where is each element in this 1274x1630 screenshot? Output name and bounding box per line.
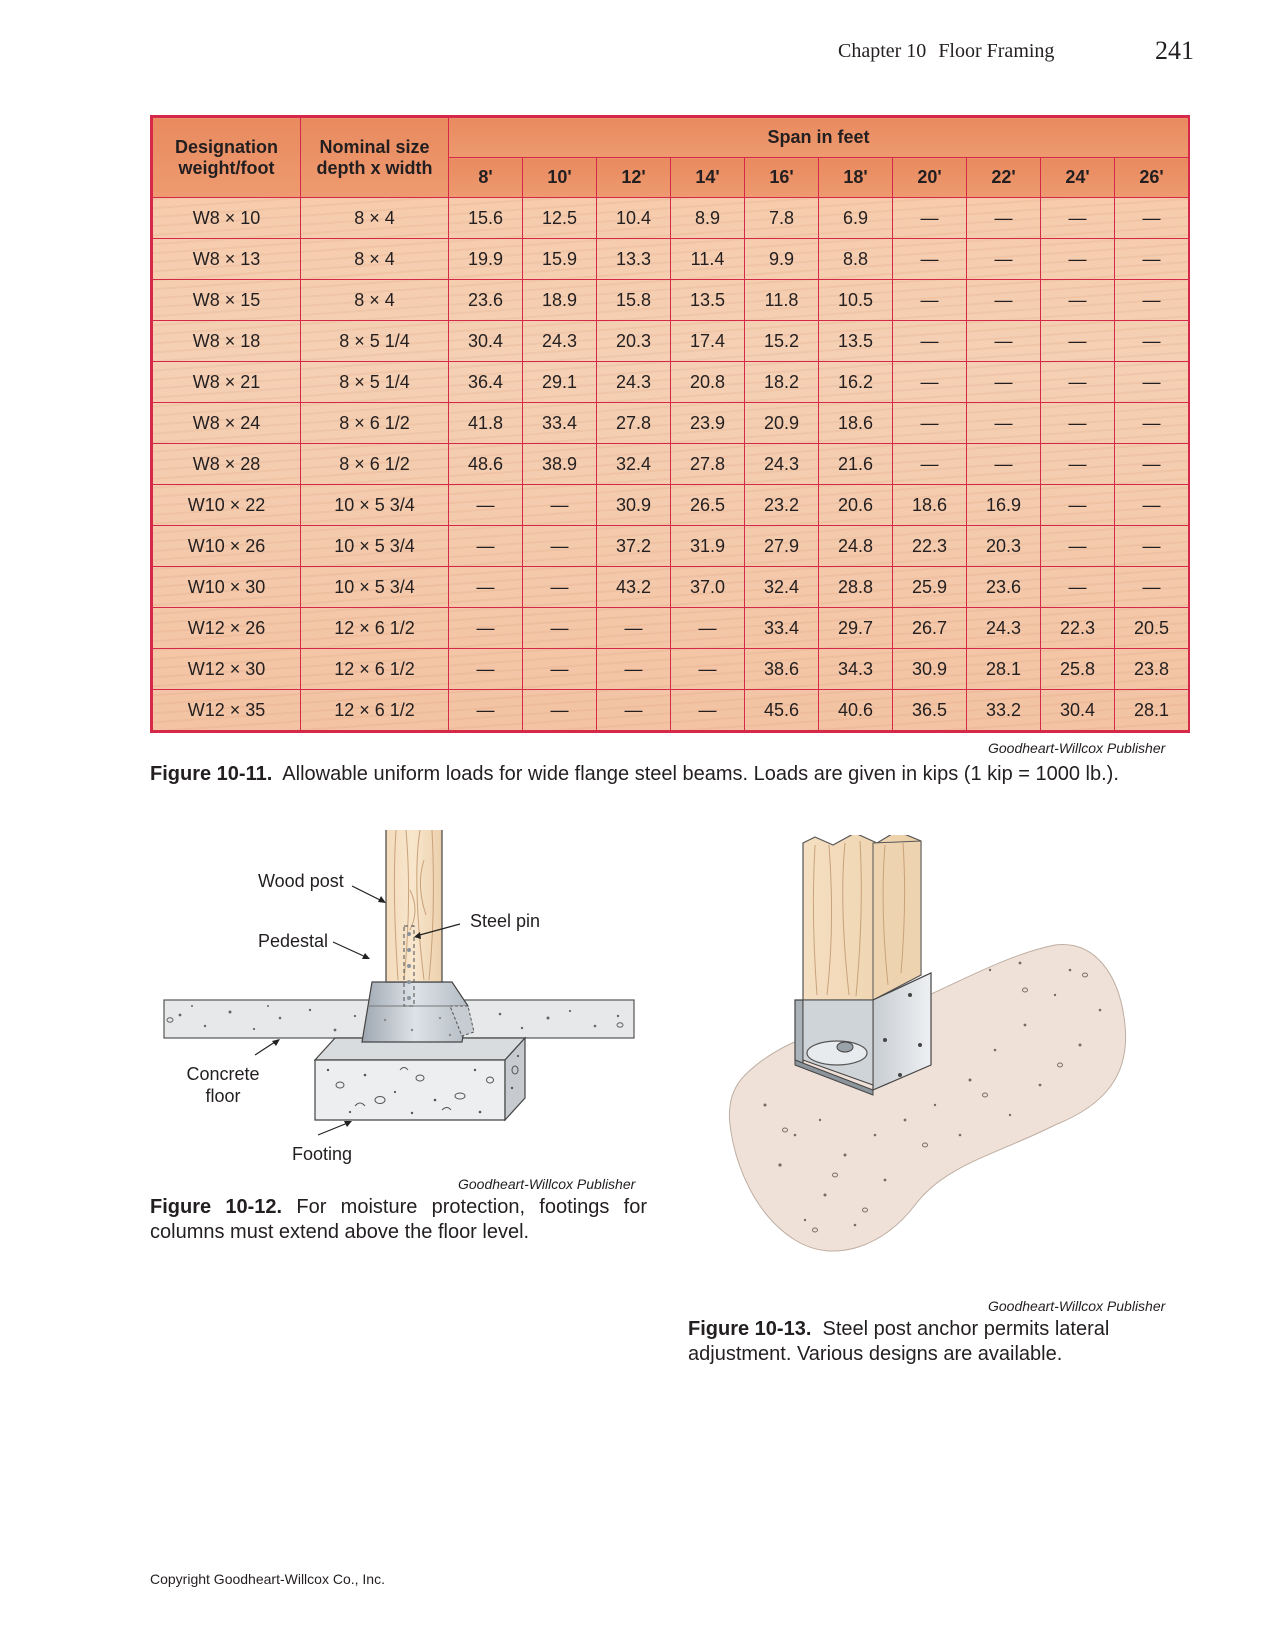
load-value-cell: — [523,608,597,649]
nominal-size-cell: 8 × 4 [301,198,449,239]
load-value-cell: — [671,690,745,731]
load-value-cell: — [597,649,671,690]
load-value-cell: 28.8 [819,567,893,608]
load-value-cell: — [893,239,967,280]
load-value-cell: 22.3 [893,526,967,567]
pedestal-footing-illustration [150,830,650,1170]
chapter-label: Chapter 10 [838,40,927,62]
anchored-post-shape [803,835,921,1000]
table-row [153,198,1189,239]
load-value-cell: 29.1 [523,362,597,403]
load-value-cell: 26.5 [671,485,745,526]
designation-cell: W8 × 10 [153,198,301,239]
load-value-cell: — [1041,567,1115,608]
table-row [153,608,1189,649]
span-header-cell: 18' [819,158,893,198]
load-value-cell: 30.4 [1041,690,1115,731]
pedestal-label: Pedestal [258,931,329,951]
load-value-cell: 6.9 [819,198,893,239]
designation-cell: W10 × 22 [153,485,301,526]
nominal-size-cell: 8 × 5 1/4 [301,362,449,403]
load-value-cell: 30.4 [449,321,523,362]
load-value-cell: 40.6 [819,690,893,731]
figure-10-12-label: Figure 10-12. [150,1196,283,1218]
nominal-size-cell: 10 × 5 3/4 [301,526,449,567]
load-value-cell: 18.6 [893,485,967,526]
load-value-cell: — [1041,444,1115,485]
load-value-cell: 15.9 [523,239,597,280]
load-value-cell: — [597,690,671,731]
load-value-cell: 31.9 [671,526,745,567]
load-value-cell: 27.9 [745,526,819,567]
load-value-cell: 15.6 [449,198,523,239]
figure-10-11-label: Figure 10-11. [150,763,273,785]
load-value-cell: 48.6 [449,444,523,485]
nominal-size-cell: 8 × 4 [301,280,449,321]
steel-post-anchor-illustration [725,835,1145,1285]
load-value-cell: 23.6 [967,567,1041,608]
load-value-cell: 20.8 [671,362,745,403]
nominal-size-cell: 10 × 5 3/4 [301,567,449,608]
figure-10-13-caption [688,1317,1190,1367]
span-header-cell: 12' [597,158,671,198]
load-value-cell: 25.8 [1041,649,1115,690]
page-number: 241 [1155,36,1194,65]
load-value-cell: — [449,485,523,526]
load-value-cell: 18.2 [745,362,819,403]
nominal-size-cell: 12 × 6 1/2 [301,690,449,731]
table-row [153,444,1189,485]
load-value-cell: 38.6 [745,649,819,690]
figure-10-12-caption [150,1195,647,1245]
load-value-cell: — [1041,485,1115,526]
steel-pin-label: Steel pin [470,911,541,931]
designation-cell: W8 × 13 [153,239,301,280]
load-value-cell: 7.8 [745,198,819,239]
table-row [153,321,1189,362]
load-value-cell: — [1115,403,1189,444]
load-value-cell: 32.4 [597,444,671,485]
load-value-cell: 8.8 [819,239,893,280]
load-value-cell: — [523,485,597,526]
figure-10-11-text: Allowable uniform loads for wide flange steel beams. Loads are given in kips (1 kip = 1000 lb.). [282,763,1119,785]
designation-cell: W10 × 30 [153,567,301,608]
load-value-cell: 45.6 [745,690,819,731]
span-header-cell: 22' [967,158,1041,198]
load-value-cell: — [1115,444,1189,485]
load-value-cell: — [1115,485,1189,526]
load-value-cell: 26.7 [893,608,967,649]
header-nominal-size: Nominal size depth x width [301,118,449,198]
load-value-cell: 20.9 [745,403,819,444]
load-value-cell: — [893,280,967,321]
load-value-cell: — [893,362,967,403]
load-value-cell: 37.0 [671,567,745,608]
figure-10-12-text: For moisture protection, footings for columns must extend above the floor level. [150,1196,647,1243]
nominal-size-cell: 12 × 6 1/2 [301,608,449,649]
load-value-cell: 32.4 [745,567,819,608]
load-value-cell: — [1115,321,1189,362]
load-value-cell: — [893,403,967,444]
span-header-cell: 20' [893,158,967,198]
load-value-cell: — [449,690,523,731]
load-value-cell: 41.8 [449,403,523,444]
load-value-cell: — [967,403,1041,444]
load-value-cell: 24.3 [597,362,671,403]
span-header-cell: 10' [523,158,597,198]
load-value-cell: 17.4 [671,321,745,362]
nominal-size-cell: 8 × 6 1/2 [301,403,449,444]
load-value-cell: 28.1 [967,649,1041,690]
load-value-cell: 30.9 [893,649,967,690]
designation-cell: W12 × 35 [153,690,301,731]
load-value-cell: 16.2 [819,362,893,403]
load-value-cell: 24.3 [745,444,819,485]
load-value-cell: 9.9 [745,239,819,280]
span-header-cell: 26' [1115,158,1189,198]
table-row [153,485,1189,526]
load-value-cell: — [1041,321,1115,362]
load-value-cell: — [1115,526,1189,567]
load-value-cell: 25.9 [893,567,967,608]
nominal-size-cell: 8 × 6 1/2 [301,444,449,485]
footing-shape [315,1038,525,1120]
load-value-cell: — [1115,362,1189,403]
load-value-cell: — [523,649,597,690]
load-value-cell: — [671,649,745,690]
table-row [153,239,1189,280]
designation-cell: W12 × 30 [153,649,301,690]
load-value-cell: 36.4 [449,362,523,403]
footing-label: Footing [292,1144,353,1164]
designation-cell: W12 × 26 [153,608,301,649]
load-value-cell: — [449,608,523,649]
load-value-cell: — [1115,280,1189,321]
load-value-cell: 11.8 [745,280,819,321]
load-value-cell: — [1041,403,1115,444]
load-value-cell: 18.6 [819,403,893,444]
beam-load-table [150,115,1190,733]
designation-cell: W8 × 18 [153,321,301,362]
load-value-cell: 24.8 [819,526,893,567]
load-value-cell: — [1115,567,1189,608]
load-value-cell: 8.9 [671,198,745,239]
load-value-cell: 13.3 [597,239,671,280]
load-value-cell: 15.8 [597,280,671,321]
table-row [153,526,1189,567]
nominal-size-cell: 12 × 6 1/2 [301,649,449,690]
figure-10-11-credit: Goodheart-Willcox Publisher [988,740,1166,756]
table-row [153,567,1189,608]
load-value-cell: 19.9 [449,239,523,280]
load-value-cell: 10.4 [597,198,671,239]
load-value-cell: 36.5 [893,690,967,731]
load-value-cell: — [671,608,745,649]
load-value-cell: 24.3 [967,608,1041,649]
load-value-cell: 33.2 [967,690,1041,731]
load-value-cell: 18.9 [523,280,597,321]
load-value-cell: 27.8 [597,403,671,444]
load-value-cell: 29.7 [819,608,893,649]
load-value-cell: 10.5 [819,280,893,321]
load-value-cell: — [1041,526,1115,567]
load-value-cell: 20.3 [597,321,671,362]
load-value-cell: — [597,608,671,649]
load-value-cell: — [967,239,1041,280]
load-value-cell: 20.6 [819,485,893,526]
load-value-cell: — [1041,362,1115,403]
load-value-cell: — [523,526,597,567]
load-value-cell: — [1041,198,1115,239]
load-value-cell: 20.3 [967,526,1041,567]
load-value-cell: 27.8 [671,444,745,485]
figure-10-13-credit: Goodheart-Willcox Publisher [988,1298,1166,1314]
load-value-cell: 13.5 [671,280,745,321]
load-value-cell: 23.9 [671,403,745,444]
figure-10-12-credit: Goodheart-Willcox Publisher [458,1176,636,1192]
figure-10-13-text: Steel post anchor permits lateral adjustment. Various designs are available. [688,1318,1110,1365]
load-value-cell: — [523,690,597,731]
span-header-cell: 14' [671,158,745,198]
section-title: Floor Framing [938,40,1055,62]
load-value-cell: 16.9 [967,485,1041,526]
load-value-cell: 11.4 [671,239,745,280]
designation-cell: W8 × 21 [153,362,301,403]
load-value-cell: — [967,280,1041,321]
load-value-cell: — [893,444,967,485]
load-value-cell: 37.2 [597,526,671,567]
load-value-cell: — [1041,239,1115,280]
load-value-cell: 30.9 [597,485,671,526]
load-value-cell: — [893,198,967,239]
load-value-cell: 23.2 [745,485,819,526]
load-value-cell: 20.5 [1115,608,1189,649]
load-value-cell: — [967,444,1041,485]
load-value-cell: — [1115,198,1189,239]
table-row [153,403,1189,444]
load-value-cell: 13.5 [819,321,893,362]
designation-cell: W8 × 15 [153,280,301,321]
load-value-cell: 22.3 [1041,608,1115,649]
nominal-size-cell: 10 × 5 3/4 [301,485,449,526]
concrete-floor-label-line2: floor [205,1086,241,1106]
pedestal-shape [362,982,474,1042]
load-value-cell: — [1041,280,1115,321]
nominal-size-cell: 8 × 4 [301,239,449,280]
load-value-cell: — [449,567,523,608]
loads-table [152,117,1189,731]
table-row [153,362,1189,403]
header-span: Span in feet [449,118,1189,158]
header-designation: Designation weight/foot [153,118,301,198]
load-value-cell: 28.1 [1115,690,1189,731]
table-row [153,280,1189,321]
concrete-floor-label-line1: Concrete [186,1064,260,1084]
load-value-cell: 24.3 [523,321,597,362]
table-row [153,690,1189,731]
load-value-cell: — [967,362,1041,403]
nominal-size-cell: 8 × 5 1/4 [301,321,449,362]
designation-cell: W8 × 24 [153,403,301,444]
load-value-cell: 34.3 [819,649,893,690]
load-value-cell: — [449,649,523,690]
table-row [153,649,1189,690]
designation-cell: W8 × 28 [153,444,301,485]
copyright-footer: Copyright Goodheart-Willcox Co., Inc. [150,1571,385,1587]
running-head [838,40,1054,63]
figure-10-13-label: Figure 10-13. [688,1318,812,1340]
load-value-cell: — [893,321,967,362]
load-value-cell: 23.6 [449,280,523,321]
load-value-cell: — [523,567,597,608]
load-value-cell: — [967,198,1041,239]
load-value-cell: 38.9 [523,444,597,485]
figure-10-11-caption [150,762,1195,787]
load-value-cell: — [1115,239,1189,280]
load-value-cell: 12.5 [523,198,597,239]
span-header-cell: 8' [449,158,523,198]
load-value-cell: — [967,321,1041,362]
load-value-cell: 33.4 [745,608,819,649]
load-value-cell: — [449,526,523,567]
designation-cell: W10 × 26 [153,526,301,567]
load-value-cell: 43.2 [597,567,671,608]
load-value-cell: 23.8 [1115,649,1189,690]
load-value-cell: 21.6 [819,444,893,485]
span-header-cell: 24' [1041,158,1115,198]
wood-post-label: Wood post [258,871,344,891]
load-value-cell: 33.4 [523,403,597,444]
load-value-cell: 15.2 [745,321,819,362]
span-header-cell: 16' [745,158,819,198]
